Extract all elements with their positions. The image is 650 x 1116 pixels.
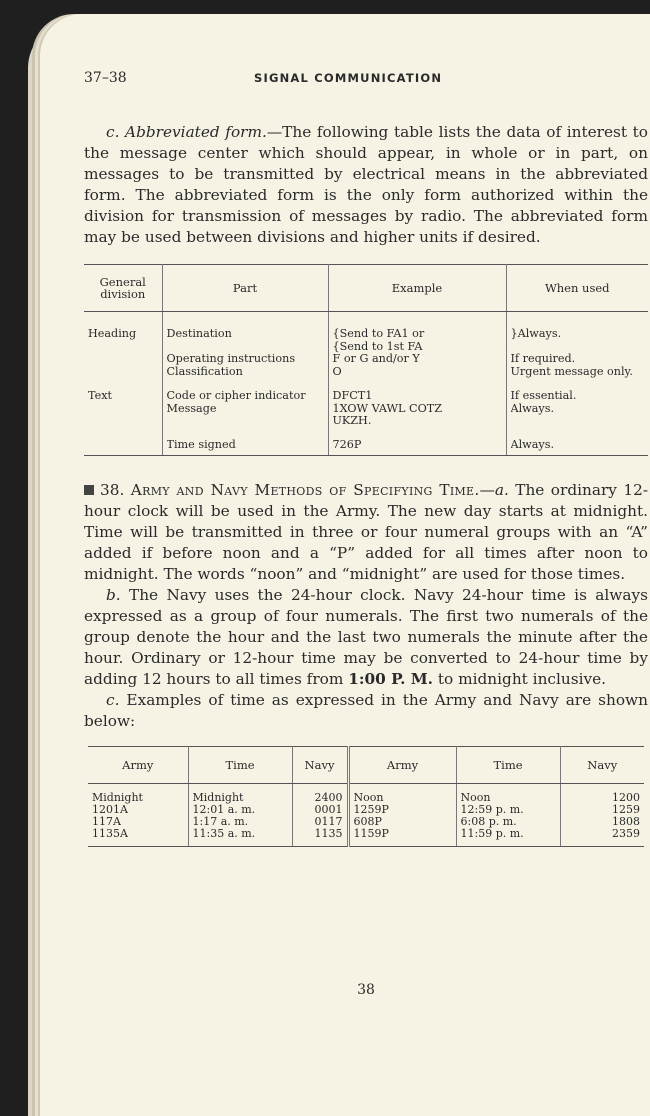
bold-time: 1:00 P. M. bbox=[348, 670, 434, 688]
army-time-column bbox=[348, 784, 456, 847]
page-content bbox=[84, 70, 648, 998]
time-value: 1:17 a. m. bbox=[192, 816, 249, 828]
division-cell bbox=[84, 366, 162, 379]
column-header: General division bbox=[84, 265, 162, 312]
when-used-cell bbox=[506, 366, 648, 379]
column-header: Navy bbox=[292, 747, 348, 784]
part-cell-text: Classification bbox=[166, 365, 243, 378]
column-header: Navy bbox=[560, 747, 644, 784]
column-header: Army bbox=[348, 747, 456, 784]
clock-time-column bbox=[456, 784, 560, 847]
when-used-cell-text: If essential. bbox=[510, 390, 577, 402]
time-value: 11:35 a. m. bbox=[192, 828, 256, 840]
when-used-cell-text: Always. bbox=[510, 402, 555, 415]
example-line: O bbox=[332, 365, 342, 378]
time-value: 117A bbox=[92, 816, 121, 828]
column-header: Time bbox=[456, 747, 560, 784]
table-header-row bbox=[84, 265, 648, 312]
paragraph-label: c. bbox=[106, 691, 120, 709]
example-line: F or G and/or Y bbox=[332, 353, 420, 365]
time-value: 11:59 p. m. bbox=[460, 828, 524, 840]
paragraph-label: —a. bbox=[479, 481, 509, 499]
paragraph-marker-icon bbox=[84, 485, 94, 495]
example-cell bbox=[328, 378, 506, 403]
when-used-cell bbox=[506, 312, 648, 354]
running-head bbox=[84, 70, 648, 92]
example-line: DFCT1 bbox=[332, 390, 373, 402]
table-row bbox=[84, 428, 648, 456]
page-number: 38 bbox=[357, 982, 375, 998]
when-used-cell bbox=[506, 428, 648, 456]
part-cell bbox=[162, 378, 328, 403]
when-used-cell-text: Urgent message only. bbox=[510, 365, 633, 378]
when-used-cell bbox=[506, 403, 648, 428]
navy-time-column bbox=[560, 784, 644, 847]
paragraph-navy-clock bbox=[84, 585, 648, 690]
example-cell bbox=[328, 312, 506, 354]
part-cell bbox=[162, 403, 328, 428]
paragraph-label: c. Abbreviated form. bbox=[106, 123, 267, 141]
table-row bbox=[84, 403, 648, 428]
page-reference: 37–38 bbox=[84, 70, 127, 86]
table-row bbox=[88, 784, 644, 847]
table-body bbox=[84, 312, 648, 456]
when-used-cell bbox=[506, 378, 648, 403]
part-cell-text: Destination bbox=[166, 328, 232, 340]
example-cell bbox=[328, 428, 506, 456]
example-line: {Send to FA1 or bbox=[332, 328, 425, 340]
table-row bbox=[84, 366, 648, 379]
time-value: 2359 bbox=[612, 828, 640, 840]
table-header-row bbox=[88, 747, 644, 784]
table-row bbox=[84, 312, 648, 354]
column-header: Army bbox=[88, 747, 188, 784]
time-value: Midnight bbox=[192, 792, 244, 804]
part-cell bbox=[162, 353, 328, 366]
paragraph-abbreviated-form bbox=[84, 122, 648, 248]
time-value: 1201A bbox=[92, 804, 128, 816]
part-cell bbox=[162, 312, 328, 354]
example-line: 1XOW VAWL COTZ bbox=[332, 402, 443, 415]
column-header: When used bbox=[506, 265, 648, 312]
time-value: 1200 bbox=[612, 792, 640, 804]
time-value: 6:08 p. m. bbox=[460, 816, 517, 828]
table-row bbox=[84, 353, 648, 366]
time-value: Noon bbox=[353, 792, 384, 804]
division-cell bbox=[84, 378, 162, 403]
when-used-cell-text: }Always. bbox=[510, 328, 562, 340]
division-cell bbox=[84, 312, 162, 354]
time-value: 1808 bbox=[612, 816, 640, 828]
paragraph-text-end: to midnight inclusive. bbox=[433, 670, 607, 688]
when-used-cell-text: If required. bbox=[510, 353, 576, 365]
time-value: 0117 bbox=[314, 816, 343, 828]
time-value: 1259P bbox=[353, 804, 389, 816]
example-line: 726P bbox=[332, 438, 362, 451]
time-examples-table bbox=[88, 746, 644, 847]
paragraph-examples bbox=[84, 690, 648, 732]
army-time-column bbox=[88, 784, 188, 847]
time-value: 12:59 p. m. bbox=[460, 804, 524, 816]
time-value: 1135 bbox=[314, 828, 343, 840]
example-line: {Send to 1st FA bbox=[332, 340, 423, 353]
part-cell-text: Message bbox=[166, 402, 217, 415]
navy-time-column bbox=[292, 784, 348, 847]
time-value: Noon bbox=[460, 792, 491, 804]
division-cell bbox=[84, 403, 162, 428]
division-cell bbox=[84, 353, 162, 366]
clock-time-column bbox=[188, 784, 292, 847]
paragraph-38 bbox=[84, 480, 648, 585]
time-value: 0001 bbox=[314, 804, 343, 816]
paragraph-text: The ordinary 12-hour clock will be used in the Army. The new day starts at midnight. Time will be transmitted in three or four numeral groups with an “A” added if before noon and a “P” added for all times after noon to midnight. The words “noon” and “midnight” are used for those times. bbox=[84, 481, 648, 583]
example-cell bbox=[328, 353, 506, 366]
division-cell bbox=[84, 428, 162, 456]
time-value: 608P bbox=[353, 816, 382, 828]
time-value: 1135A bbox=[92, 828, 128, 840]
time-value: 12:01 a. m. bbox=[192, 804, 256, 816]
paragraph-label: b. bbox=[106, 586, 121, 604]
when-used-cell bbox=[506, 353, 648, 366]
part-cell-text: Time signed bbox=[166, 438, 236, 451]
example-cell bbox=[328, 403, 506, 428]
time-value: 1159P bbox=[353, 828, 389, 840]
when-used-cell-text: Always. bbox=[510, 438, 555, 451]
part-cell-text: Operating instructions bbox=[166, 353, 296, 365]
part-cell bbox=[162, 428, 328, 456]
column-header: Part bbox=[162, 265, 328, 312]
division-cell-text: Heading bbox=[88, 328, 137, 340]
abbreviated-form-table bbox=[84, 264, 648, 456]
time-value: 1259 bbox=[612, 804, 640, 816]
paragraph-text: —The following table lists the data of interest to the message center which should appear, in whole or in part, on messages to be transmitted by electrical means in the abbreviated form. The abbreviated form is the only form authorized within the division for transmission of messages by radio. The abbreviated form may be used between divisions and higher units if desired. bbox=[84, 123, 648, 246]
paragraph-title: Army and Navy Methods of Specifying Time. bbox=[130, 481, 480, 499]
part-cell bbox=[162, 366, 328, 379]
example-cell bbox=[328, 366, 506, 379]
example-line: UKZH. bbox=[332, 415, 372, 427]
book-page bbox=[40, 14, 650, 1116]
time-value: 2400 bbox=[314, 792, 343, 804]
paragraph-text: Examples of time as expressed in the Army and Navy are shown below: bbox=[84, 691, 648, 730]
paragraph-text: The Navy uses the 24-hour clock. Navy 24-hour time is always expressed as a group of four numerals. The first two numerals of the group denote the hour and the last two numerals the minute after the hour. Ordinary or 12-hour time may be converted to 24-hour time by adding 12 hours to all times from bbox=[84, 586, 648, 688]
table-row bbox=[84, 378, 648, 403]
section-title: SIGNAL COMMUNICATION bbox=[254, 71, 443, 85]
column-header: Time bbox=[188, 747, 292, 784]
part-cell-text: Code or cipher indicator bbox=[166, 390, 306, 402]
time-value: Midnight bbox=[92, 792, 143, 804]
division-cell-text: Text bbox=[88, 390, 113, 402]
column-header: Example bbox=[328, 265, 506, 312]
paragraph-number: 38. bbox=[100, 481, 125, 499]
